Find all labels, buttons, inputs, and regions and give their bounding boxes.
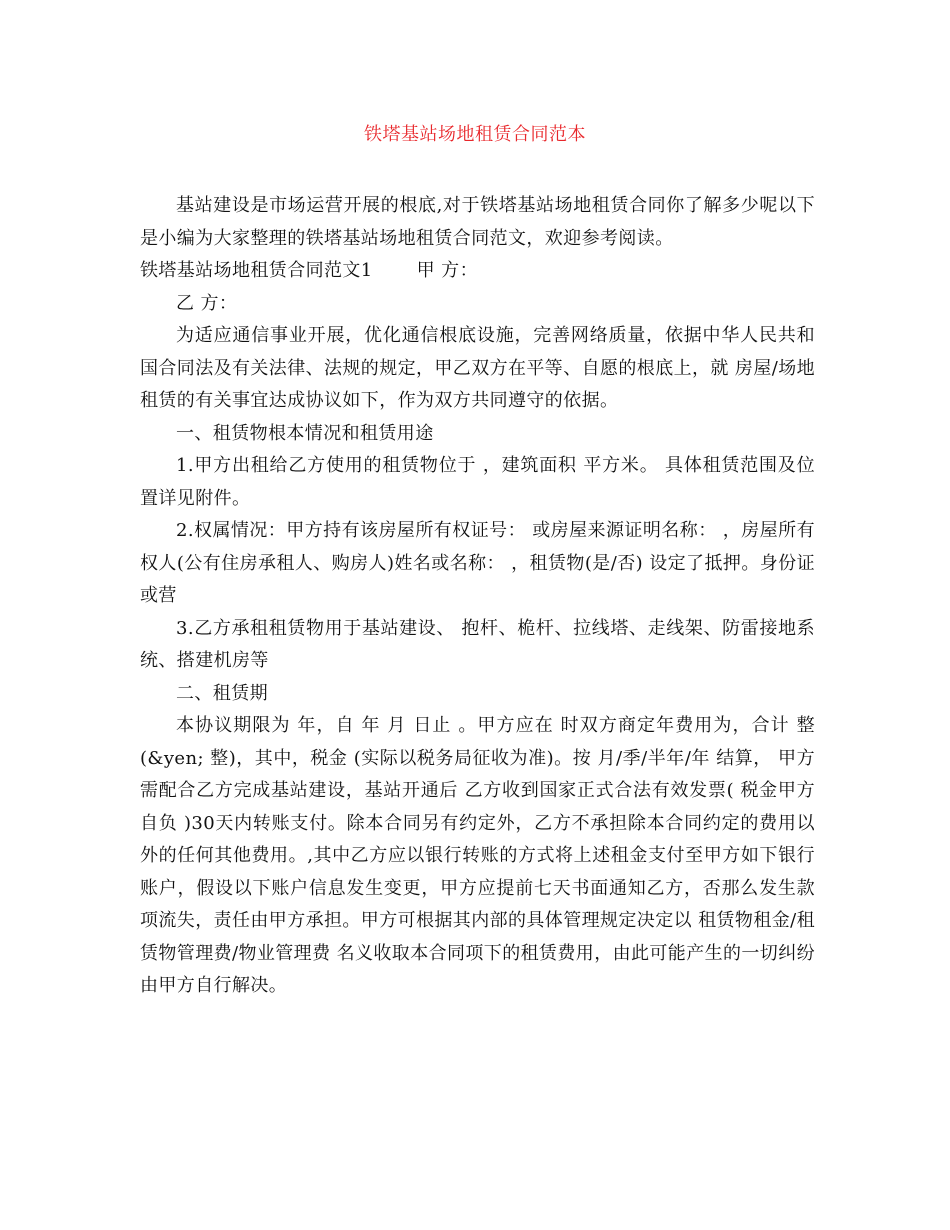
sample-heading: 铁塔基站场地租赁合同范文1 [140,260,373,281]
item-1-paragraph: 1.甲方出租给乙方使用的租赁物位于 ，建筑面积 平方米。 具体租赁范围及位置详见附件。 [140,455,815,509]
preamble-paragraph: 为适应通信事业开展，优化通信根底设施，完善网络质量，依据中华人民共和国合同法及有关法律、法规的规定，甲乙双方在平等、自愿的根底上，就 房屋/场地 租赁的有关事宜达成协议如下，作为双方共同遵守的依据。 [140,325,815,411]
party-a-label: 甲 方： [416,260,478,281]
document-title: 铁塔基站场地租赁合同范本 [364,124,586,145]
term-paragraph: 本协议期限为 年，自 年 月 日止 。甲方应在 时双方商定年费用为，合计 整(&yen; 整)，其中，税金 (实际以税务局征收为准)。按 月/季/半年/年 结算， 甲方需配合乙方完成基站建设，基站开通后 乙方收到国家正式合法有效发票( 税金甲方自负 )30天内转账支付。除本合同另有约定外，乙方不承担除本合同约定的费用以外的任何其他费用。,其中乙方应以银行转账的方式将上述租金支付至甲方如下银行账户，假设以下账户信息发生变更，甲方应提前七天书面通知乙方，否那么发生款项流失，责任由甲方承担。甲方可根据其内部的具体管理规定决定以 租赁物租金/租赁物管理费/物业管理费 名义收取本合同项下的租赁费用，由此可能产生的一切纠纷由甲方自行解决。 [140,715,815,996]
document-body [140,190,815,1003]
section-1-heading: 一、租赁物根本情况和租赁用途 [176,422,434,444]
item-3-paragraph: 3.乙方承租租赁物用于基站建设、 抱杆、桅杆、拉线塔、走线架、防雷接地系统、搭建机房等 [140,617,815,671]
intro-paragraph: 基站建设是市场运营开展的根底,对于铁塔基站场地租赁合同你了解多少呢以下是小编为大家整理的铁塔基站场地租赁合同范文，欢迎参考阅读。 [140,195,815,249]
section-2-heading: 二、租赁期 [176,682,268,704]
sample-heading-line [140,255,815,288]
party-b-label: 乙 方： [176,292,238,314]
item-2-paragraph: 2.权属情况：甲方持有该房屋所有权证号： 或房屋来源证明名称： ，房屋所有权人(公有住房承租人、购房人)姓名或名称： ，租赁物(是/否) 设定了抵押。身份证或营 [140,520,815,606]
